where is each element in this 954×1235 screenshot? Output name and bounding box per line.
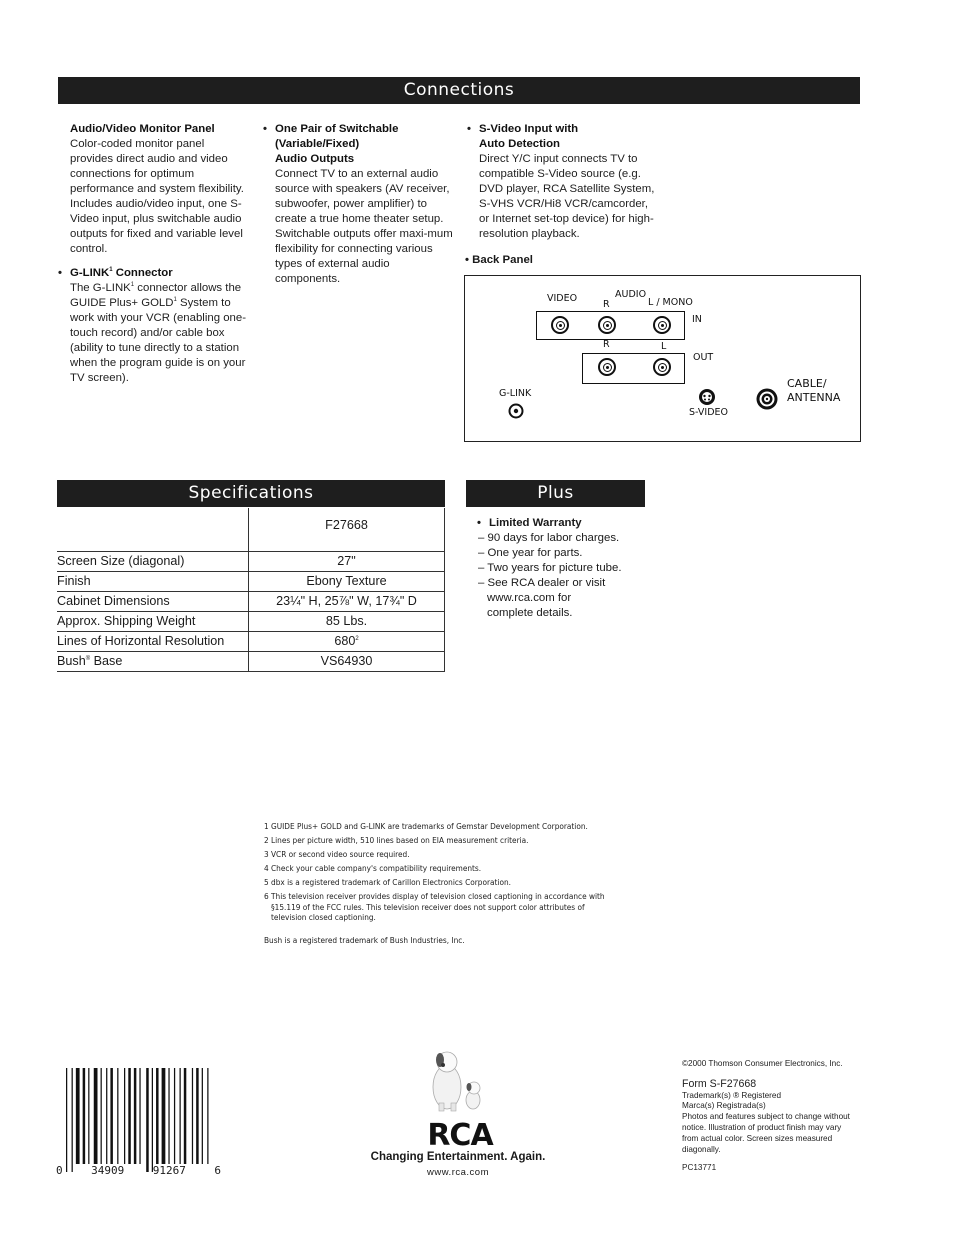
barcode-bar (139, 1068, 140, 1164)
switchable-outputs-block (275, 122, 455, 287)
spec-value: 23¼" H, 25⅞" W, 17¾" D (249, 591, 445, 611)
av-panel-heading: Audio/Video Monitor Panel (70, 123, 215, 135)
glink-jack-icon (508, 403, 524, 419)
svideo-heading: S-Video Input with Auto Detection (479, 123, 579, 150)
connections-column-2 (275, 122, 455, 287)
spec-label: Finish (57, 571, 249, 591)
specifications-header: Specifications (57, 480, 445, 507)
svideo-jack-icon (698, 388, 716, 406)
spec-value: 85 Lbs. (249, 611, 445, 631)
in-label: IN (692, 314, 702, 325)
copyright: ©2000 Thomson Consumer Electronics, Inc. (682, 1059, 843, 1068)
barcode-digit: 0 (56, 1164, 63, 1177)
video-label: VIDEO (547, 293, 578, 304)
svideo-text: Direct Y/C input connects TV to compatible S-Video source (e.g. DVD player, RCA Satellite System, S-VHS VCR/Hi8 VCR/camcorder, or Internet set-top device) for high-resolution playback. (479, 153, 655, 240)
barcode-digit: 6 (214, 1164, 221, 1177)
footnote: 2 Lines per picture width, 510 lines based on EIA measurement criteria. (264, 834, 529, 845)
barcode-bar (156, 1068, 159, 1164)
barcode-bar (124, 1068, 125, 1164)
barcode-digit: 91267 (152, 1164, 186, 1177)
barcode-bar (83, 1068, 86, 1164)
glink-text: The G-LINK$^1$ connector allows the GUIDE Plus+ $GOLD^1$ System to work with your VCR (enabling one-touch record) and/or cable box (ability to tune directly to a station when the program guide is on your TV screen). (70, 282, 246, 384)
barcode-bar (196, 1068, 199, 1164)
spec-value: 27" (249, 551, 445, 571)
legal-line: Trademark(s) ® Registered (682, 1090, 782, 1100)
warranty-item: – See RCA dealer or visit (478, 577, 606, 589)
warranty-url-line: www.rca.com for (487, 592, 572, 604)
footnotes (264, 821, 609, 945)
out-r-label: R (603, 339, 610, 350)
l-mono-label: L / MONO (648, 297, 693, 308)
audio-label: AUDIO (615, 289, 647, 300)
warranty-details-line: complete details. (487, 607, 573, 619)
spec-model-blank (57, 508, 249, 551)
barcode-bar (110, 1068, 113, 1164)
barcode-bar (184, 1068, 187, 1164)
pc-code: PC13771 (682, 1163, 717, 1173)
spec-row (57, 611, 445, 631)
back-panel-heading: • Back Panel (465, 254, 533, 266)
spec-row (57, 591, 445, 611)
warranty-item: – 90 days for labor charges. (478, 532, 620, 544)
barcode-bar (66, 1068, 67, 1172)
barcode-bar (72, 1068, 73, 1172)
legal-block (682, 1059, 857, 1174)
svideo-label: S-VIDEO (689, 407, 728, 418)
spec-value: VS64930 (249, 651, 445, 671)
audio-r-in-jack (598, 316, 616, 334)
barcode-bar (94, 1068, 98, 1164)
spec-label: Bush® Base (57, 651, 249, 671)
footnote: 3 VCR or second video source required. (264, 848, 410, 859)
spec-row (57, 571, 445, 591)
svideo-block (479, 122, 659, 242)
spec-label: Approx. Shipping Weight (57, 611, 249, 631)
connections-column-3 (479, 122, 659, 242)
svg-text:RCA: RCA (427, 1118, 493, 1153)
barcode-bar (117, 1068, 118, 1164)
barcode-bar (207, 1068, 208, 1164)
barcode-bar (168, 1068, 169, 1164)
spec-value: $680^2$ (249, 631, 445, 651)
glink-heading: G-LINK$^1$ Connector (70, 267, 173, 279)
dog-mascot-icon (433, 1052, 480, 1111)
spec-label: Lines of Horizontal Resolution (57, 631, 249, 651)
audio-l-in-jack (653, 316, 671, 334)
audio-r-label: R (603, 299, 610, 310)
footnote: 6 This television receiver provides display of television closed captioning in accordance with §15.119 of the FCC rules. This television receiver does not support color attributes of television closed captioning. (264, 890, 605, 923)
spec-model: F27668 (249, 508, 445, 551)
specifications-table (57, 508, 445, 672)
out-l-label: L (661, 341, 667, 352)
warranty-item: – One year for parts. (478, 547, 583, 559)
warranty-item: – Two years for picture tube. (478, 562, 622, 574)
barcode-bar (152, 1068, 153, 1172)
warranty-heading-row (489, 516, 657, 531)
audio-l-out-jack (653, 358, 671, 376)
barcode-bar (162, 1068, 166, 1164)
plus-header: Plus (466, 480, 645, 507)
back-panel-diagram (464, 275, 861, 442)
glink-label: G-LINK (499, 388, 532, 399)
antenna-label: ANTENNA (787, 391, 841, 404)
spec-row (57, 551, 445, 571)
barcode-bar (192, 1068, 193, 1164)
spec-label: Cabinet Dimensions (57, 591, 249, 611)
glink-block (70, 266, 246, 386)
video-in-jack (551, 316, 569, 334)
brand-url: www.rca.com (427, 1167, 489, 1178)
connections-header: Connections (58, 77, 860, 104)
brand-tagline: Changing Entertainment. Again. (370, 1151, 546, 1163)
spec-value: Ebony Texture (249, 571, 445, 591)
switchable-heading: One Pair of Switchable (Variable/Fixed) Audio Outputs (275, 123, 399, 165)
audio-r-out-jack (598, 358, 616, 376)
warranty-heading: Limited Warranty (489, 517, 582, 529)
legal-line: Photos and features subject to change without notice. Illustration of product finish may vary from actual color. Screen sizes measured diagonally. (682, 1112, 850, 1154)
cable-label: CABLE/ (787, 377, 827, 390)
footnote: 1 GUIDE Plus+ GOLD and G-LINK are trademarks of Gemstar Development Corporation. (264, 821, 588, 831)
barcode-bar (128, 1068, 131, 1164)
barcode-bar (202, 1068, 203, 1164)
switchable-text: Connect TV to an external audio source with speakers (AV receiver, subwoofer, power amplifier) to create a true home theater setup. Switchable outputs offer maxi-mum flexibility for connecting various types of external audio components. (275, 168, 453, 285)
barcode-bar (88, 1068, 89, 1164)
footnote: 4 Check your cable company's compatibility requirements. (264, 862, 482, 873)
legal-line: Marca(s) Registrada(s) (682, 1101, 766, 1111)
barcode-bar (146, 1068, 149, 1172)
footnote: 5 dbx is a registered trademark of Carillon Electronics Corporation. (264, 876, 511, 887)
spec-row (57, 651, 445, 671)
barcode-bar (180, 1068, 181, 1164)
av-panel-text: Color-coded monitor panel provides direct audio and video connections for optimum performance and system flexibility. Includes audio/video input, one S-Video input, plus switchable audio outputs for fixed and variable level control. (70, 138, 244, 255)
out-label: OUT (693, 352, 714, 363)
connections-column-1 (70, 122, 246, 386)
rca-logo (365, 1045, 555, 1185)
barcode-bar (76, 1068, 80, 1164)
spec-model-row (57, 508, 445, 551)
spec-label: Screen Size (diagonal) (57, 551, 249, 571)
barcode-digits (56, 1164, 221, 1177)
barcode-bar (101, 1068, 102, 1164)
spec-row (57, 631, 445, 651)
av-panel-block (70, 122, 246, 257)
form-number: Form S-F27668 (682, 1077, 757, 1090)
barcode-bar (134, 1068, 137, 1164)
barcode-bar (106, 1068, 107, 1164)
plus-warranty-block (477, 516, 657, 621)
cable-antenna-connector-icon (755, 382, 779, 412)
barcode-digit: 34909 (91, 1164, 125, 1177)
bush-trademark-note: Bush is a registered trademark of Bush Industries, Inc. (264, 934, 465, 945)
barcode-bar (174, 1068, 175, 1164)
